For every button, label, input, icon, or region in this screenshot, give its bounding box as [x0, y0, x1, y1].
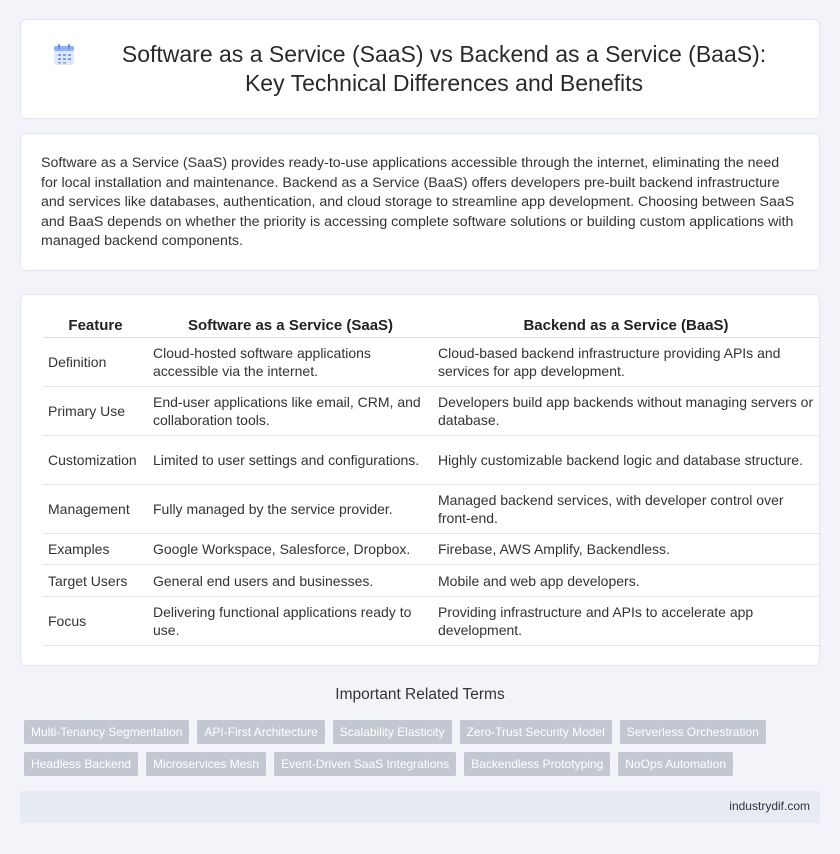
table-row — [43, 387, 819, 436]
saas-cell: Limited to user settings and configurations. — [148, 436, 433, 485]
saas-cell: Fully managed by the service provider. — [148, 485, 433, 534]
baas-cell: Providing infrastructure and APIs to accelerate app development. — [433, 597, 819, 646]
feature-cell: Customization — [43, 436, 148, 485]
table-header-row — [43, 313, 819, 338]
baas-cell: Managed backend services, with developer control over front-end. — [433, 485, 819, 534]
title-card — [20, 19, 820, 119]
intro-card — [20, 133, 820, 271]
feature-cell: Management — [43, 485, 148, 534]
related-term-tag[interactable]: Scalability Elasticity — [333, 720, 452, 744]
intro-paragraph: Software as a Service (SaaS) provides ready-to-use applications accessible through the internet, eliminating the need for local installation and maintenance. Backend as a Service (BaaS) offers developers pre-built backend infrastructure and services like databases, authentication, and cloud storage to streamline app development. Choosing between SaaS and BaaS depends on whether the priority is accessing complete software solutions or building custom applications with managed backend components. — [41, 155, 795, 249]
related-term-tag[interactable]: Multi-Tenancy Segmentation — [24, 720, 189, 744]
feature-cell: Primary Use — [43, 387, 148, 436]
related-term-tag[interactable]: Headless Backend — [24, 752, 138, 776]
saas-cell: Cloud-hosted software applications accessible via the internet. — [148, 338, 433, 387]
table-row — [43, 565, 819, 597]
comparison-table — [43, 313, 819, 646]
table-row — [43, 485, 819, 534]
footer — [20, 791, 820, 823]
related-term-tag[interactable]: Serverless Orchestration — [620, 720, 766, 744]
feature-cell: Examples — [43, 534, 148, 565]
related-term-tag[interactable]: Zero-Trust Security Model — [460, 720, 612, 744]
table-row — [43, 597, 819, 646]
table-row — [43, 338, 819, 387]
baas-cell: Cloud-based backend infrastructure providing APIs and services for app development. — [433, 338, 819, 387]
related-term-tag[interactable]: Event-Driven SaaS Integrations — [274, 752, 456, 776]
header-feature: Feature — [43, 313, 148, 338]
baas-cell: Highly customizable backend logic and database structure. — [433, 436, 819, 485]
baas-cell: Mobile and web app developers. — [433, 565, 819, 597]
related-term-tag[interactable]: Backendless Prototyping — [464, 752, 610, 776]
baas-cell: Developers build app backends without managing servers or database. — [433, 387, 819, 436]
header-baas: Backend as a Service (BaaS) — [433, 313, 819, 338]
feature-cell: Focus — [43, 597, 148, 646]
table-row — [43, 436, 819, 485]
related-terms-title: Important Related Terms — [335, 686, 505, 703]
footer-site[interactable]: industrydif.com — [729, 799, 810, 813]
comparison-card — [20, 294, 820, 666]
baas-cell: Firebase, AWS Amplify, Backendless. — [433, 534, 819, 565]
page-title: Software as a Service (SaaS) vs Backend as a Service (BaaS): Key Technical Differences and Benefits — [121, 41, 767, 96]
header-saas: Software as a Service (SaaS) — [148, 313, 433, 338]
saas-cell: Google Workspace, Salesforce, Dropbox. — [148, 534, 433, 565]
table-row — [43, 534, 819, 565]
feature-cell: Target Users — [43, 565, 148, 597]
related-terms — [24, 720, 824, 784]
saas-cell: General end users and businesses. — [148, 565, 433, 597]
saas-cell: End-user applications like email, CRM, and collaboration tools. — [148, 387, 433, 436]
related-term-tag[interactable]: API-First Architecture — [197, 720, 324, 744]
feature-cell: Definition — [43, 338, 148, 387]
saas-cell: Delivering functional applications ready to use. — [148, 597, 433, 646]
calendar-icon — [51, 42, 77, 68]
related-term-tag[interactable]: Microservices Mesh — [146, 752, 266, 776]
related-term-tag[interactable]: NoOps Automation — [618, 752, 733, 776]
